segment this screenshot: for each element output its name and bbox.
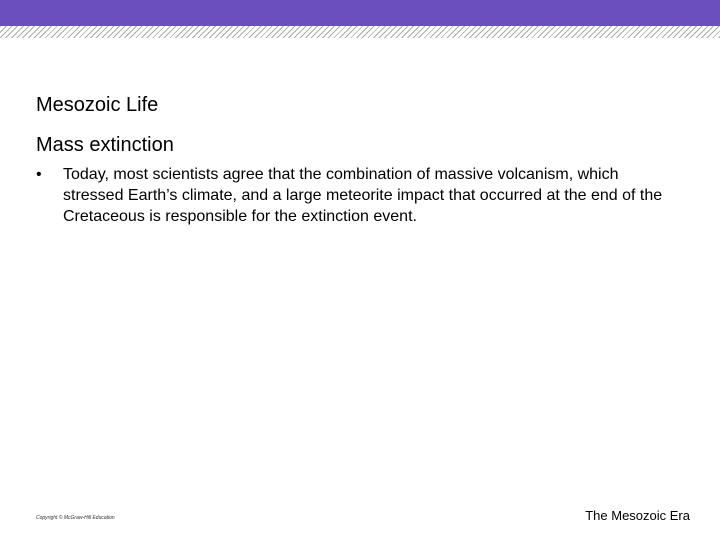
- hatch-band: [0, 26, 720, 38]
- bullet-item: [36, 164, 666, 227]
- footer-section-label: The Mesozoic Era: [585, 508, 690, 523]
- header-band: [0, 0, 720, 26]
- bullet-list: [36, 164, 666, 227]
- copyright-notice: Copyright © McGraw-Hill Education: [36, 515, 115, 521]
- slide-subtitle: Mass extinction: [36, 134, 174, 156]
- bullet-marker: •: [36, 166, 42, 183]
- slide-title: Mesozoic Life: [36, 94, 159, 116]
- bullet-text: Today, most scientists agree that the combination of massive volcanism, which stressed Earth’s climate, and a large meteorite impact that occurred at the end of the Cretaceous is responsible for the extinction event.: [63, 166, 663, 225]
